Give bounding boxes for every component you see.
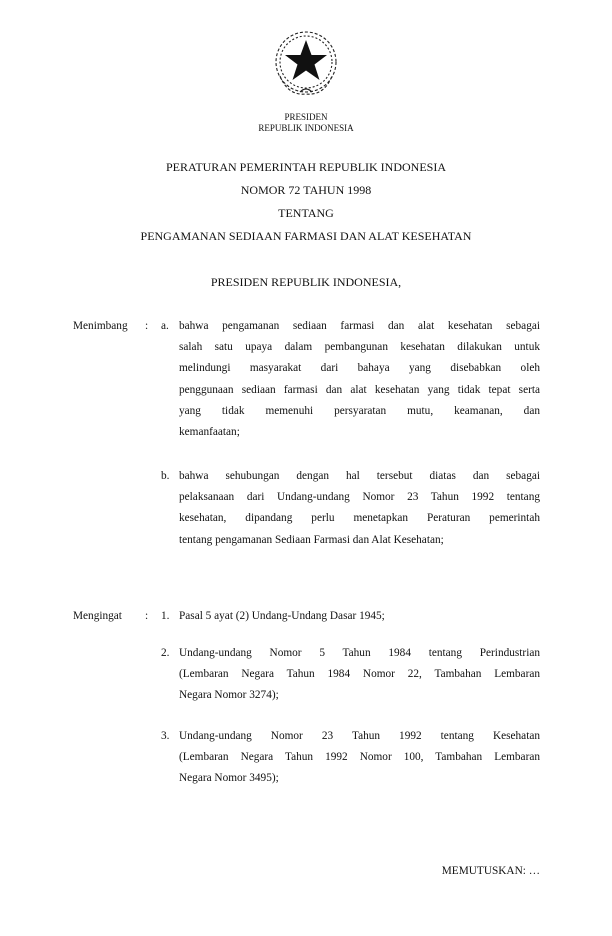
text-line: Pasal 5 ayat (2) Undang-Undang Dasar 1945; (179, 610, 385, 622)
text-line: tentang pengamanan Sediaan Farmasi dan Alat Kesehatan; (179, 533, 444, 546)
text-line: kemanfaatan; (179, 425, 240, 438)
mengingat-item-1 (179, 606, 540, 627)
mengingat-marker-2: 2. (161, 647, 170, 659)
text-line: bahwa sehubungan dengan hal tersebut diatas dan sebagai (179, 470, 540, 482)
mengingat-item-3 (179, 726, 540, 790)
mengingat-label: Mengingat (73, 610, 122, 622)
title-line-1: PERATURAN PEMERINTAH REPUBLIK INDONESIA (165, 160, 447, 174)
text-line: (Lembaran Negara Tahun 1984 Nomor 22, Tambahan Lembaran (179, 668, 540, 681)
menimbang-item-a (179, 316, 540, 443)
header-presiden: PRESIDEN (284, 112, 328, 122)
menimbang-label: Menimbang (73, 320, 128, 332)
text-line: kesehatan, dipandang perlu menetapkan Peraturan pemerintah (179, 512, 540, 525)
header-republik-indonesia: REPUBLIK INDONESIA (258, 123, 354, 133)
text-line: yang tidak memenuhi persyaratan mutu, keamanan, dan (179, 404, 540, 417)
issuer-heading: PRESIDEN REPUBLIK INDONESIA, (210, 275, 402, 289)
title-line-4: PENGAMANAN SEDIAAN FARMASI DAN ALAT KESEHATAN (140, 229, 472, 243)
title-line-2: NOMOR 72 TAHUN 1998 (240, 183, 372, 197)
mengingat-colon: : (145, 610, 149, 622)
text-line: Undang-undang Nomor 23 Tahun 1992 tentang Kesehatan (179, 730, 540, 742)
text-line: bahwa pengamanan sediaan farmasi dan alat kesehatan sebagai (179, 320, 540, 332)
text-line: (Lembaran Negara Tahun 1992 Nomor 100, Tambahan Lembaran (179, 751, 540, 764)
text-line: Negara Nomor 3495); (179, 772, 279, 785)
mengingat-marker-1: 1. (161, 610, 170, 622)
menimbang-colon: : (145, 320, 149, 332)
menimbang-marker-b: b. (161, 470, 170, 482)
text-line: melindungi masyarakat dari bahaya yang disebabkan oleh (179, 362, 540, 375)
title-line-3: TENTANG (278, 206, 334, 220)
menimbang-item-b (179, 466, 540, 551)
text-line: pelaksanaan dari Undang-undang Nomor 23 Tahun 1992 tentang (179, 491, 540, 504)
text-line: Negara Nomor 3274); (179, 689, 279, 702)
mengingat-marker-3: 3. (161, 730, 170, 742)
menimbang-marker-a: a. (161, 320, 169, 332)
text-line: penggunaan sediaan farmasi dan alat kesehatan yang tidak tepat serta (179, 383, 540, 396)
text-line: Undang-undang Nomor 5 Tahun 1984 tentang Perindustrian (179, 647, 540, 659)
mengingat-item-2 (179, 643, 540, 707)
text-line: salah satu upaya dalam pembangunan kesehatan dilakukan untuk (179, 341, 540, 354)
presidential-emblem-icon (266, 24, 346, 104)
continuation-memutuskan: MEMUTUSKAN: … (441, 865, 540, 877)
